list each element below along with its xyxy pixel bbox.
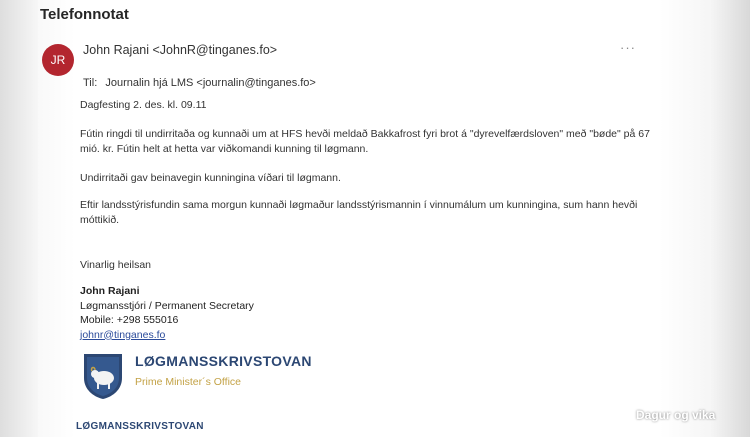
signature-name: John Rajani <box>80 285 140 297</box>
to-label: Til: <box>83 77 98 89</box>
recipient-row <box>83 77 316 89</box>
body-paragraph-1: Fútin ringdi til undirritaða og kunnaði um at HFS hevði meldað Bakkafrost fyri brot á "dyrevelfærdsloven" með "bøde" på 67 mió. kr. Fútin helt at hetta var viðkomandi kunning til løgmann. <box>80 128 650 155</box>
greeting: Vinarlig heilsan <box>80 259 152 271</box>
sender-avatar[interactable]: JR <box>42 44 74 76</box>
coat-of-arms-icon <box>82 352 124 400</box>
ellipsis-icon[interactable]: ··· <box>620 40 636 55</box>
body-paragraph-3: Eftir landsstýrisfundin sama morgun kunnaði løgmaður landsstýrismannin í vinnumálum um kunningina, sum hann hevði móttikið. <box>80 199 638 226</box>
email-subject: Telefonnotat <box>40 6 129 23</box>
signature-mobile: Mobile: +298 555016 <box>80 314 179 326</box>
body-paragraph-2: Undirritaði gav beinavegin kunningina víðari til løgmann. <box>80 172 341 184</box>
office-logo-title-repeat: LØGMANSSKRIVSTOVAN <box>76 421 204 432</box>
left-shade <box>0 0 38 437</box>
signature-block <box>80 284 254 342</box>
signature-title: Løgmansstjóri / Permanent Secretary <box>80 299 254 312</box>
office-logo-subtitle: Prime Minister´s Office <box>135 376 241 388</box>
right-shade <box>710 0 750 437</box>
date-line: Dagfesting 2. des. kl. 09.11 <box>80 99 207 111</box>
watermark: Dagur og vika <box>636 408 716 422</box>
sender-address[interactable]: John Rajani <JohnR@tinganes.fo> <box>83 43 278 57</box>
to-recipient[interactable]: Journalin hjá LMS <journalin@tinganes.fo> <box>105 77 316 89</box>
signature-email-link[interactable]: johnr@tinganes.fo <box>80 328 166 341</box>
office-logo-title: LØGMANSSKRIVSTOVAN <box>135 353 312 369</box>
